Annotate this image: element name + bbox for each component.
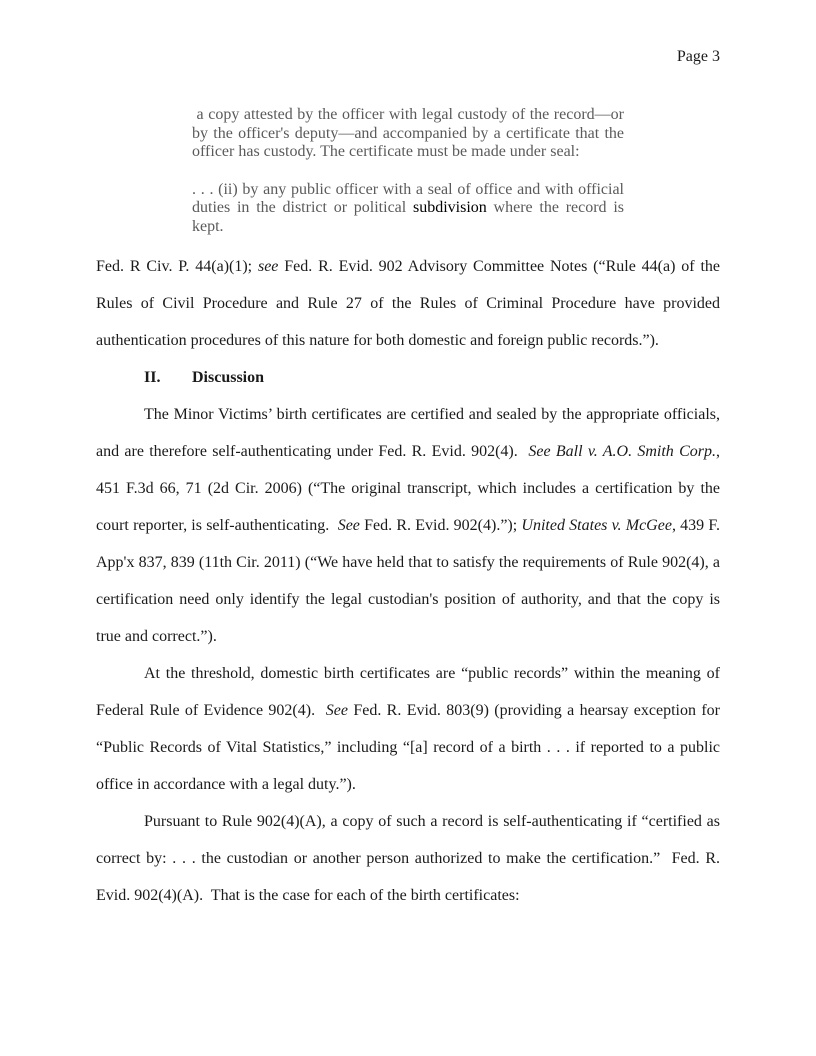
paragraph-public-records (96, 655, 720, 803)
paragraph-self-authenticating (96, 396, 720, 655)
text-run: Pursuant to Rule 902(4)(A), a copy of such a record is self-authenticating if “certified as correct by: . . . the custodian or another person authorized to make the certification.” Fed. R. Evid. 902(4)(A). That is the case for each of the birth certificates: (96, 813, 720, 904)
text-run: Fed. R. Evid. 902(4).”); (359, 517, 522, 534)
document-body (96, 248, 720, 914)
block-quote-rule44-subsection-ii (192, 181, 624, 237)
text-run: see (257, 258, 279, 275)
text-run: Fed. R. Evid. 902 Advisory Committee Notes (“Rule 44(a) of the Rules of Civil Procedure and Rule 27 of the Rules of Criminal Procedure have provided authentication procedures of this nature for both domestic and foreign public records.”). (96, 258, 720, 349)
text-run: The Minor Victims’ birth certificates are certified and sealed by the appropriate officials, and are therefore self-authenticating under Fed. R. Evid. 902(4). (96, 406, 720, 460)
section-number: II. (144, 369, 161, 386)
page-number: Page 3 (676, 48, 720, 65)
paragraph-rule-902-4-a (96, 803, 720, 914)
text-run: At the threshold, domestic birth certificates are “public records” within the meaning of Federal Rule of Evidence 902(4). (96, 665, 720, 719)
text-run: Fed. R Civ. P. 44(a)(1); (96, 258, 258, 275)
text-run: See (325, 702, 348, 719)
text-run: See Ball v. A.O. Smith Corp. (528, 443, 716, 460)
text-run: subdivision (412, 199, 487, 216)
block-quote-rule44-certificate (192, 106, 624, 162)
text-run: . . . (ii) by any public officer with a seal of office and with official duties in the district or political (192, 180, 624, 216)
text-run: Fed. R. Evid. 803(9) (providing a hearsay exception for “Public Records of Vital Statistics,” including “[a] record of a birth . . . if reported to a public office in accordance with a legal duty.”). (96, 702, 721, 793)
section-heading-discussion (96, 359, 720, 396)
text-run: a copy attested by the officer with legal custody of the record—or by the officer's deputy—and accompanied by a certificate that the officer has custody. The certificate must be made under seal: (192, 106, 624, 160)
text-run: See (337, 517, 360, 534)
text-run: United States v. McGee (521, 517, 672, 534)
section-title: Discussion (192, 369, 265, 386)
text-run: , 439 F. App'x 837, 839 (11th Cir. 2011) (“We have held that to satisfy the requirements of Rule 902(4), a certification need only identify the legal custodian's position of authority, and that the copy is true and correct.”). (96, 517, 721, 645)
text-run: , 451 F.3d 66, 71 (2d Cir. 2006) (“The original transcript, which includes a certification by the court reporter, is self-authenticating. (96, 443, 720, 534)
text-run: where the record is kept. (192, 199, 624, 235)
paragraph-citation-fed-r-civ-p (96, 248, 720, 359)
